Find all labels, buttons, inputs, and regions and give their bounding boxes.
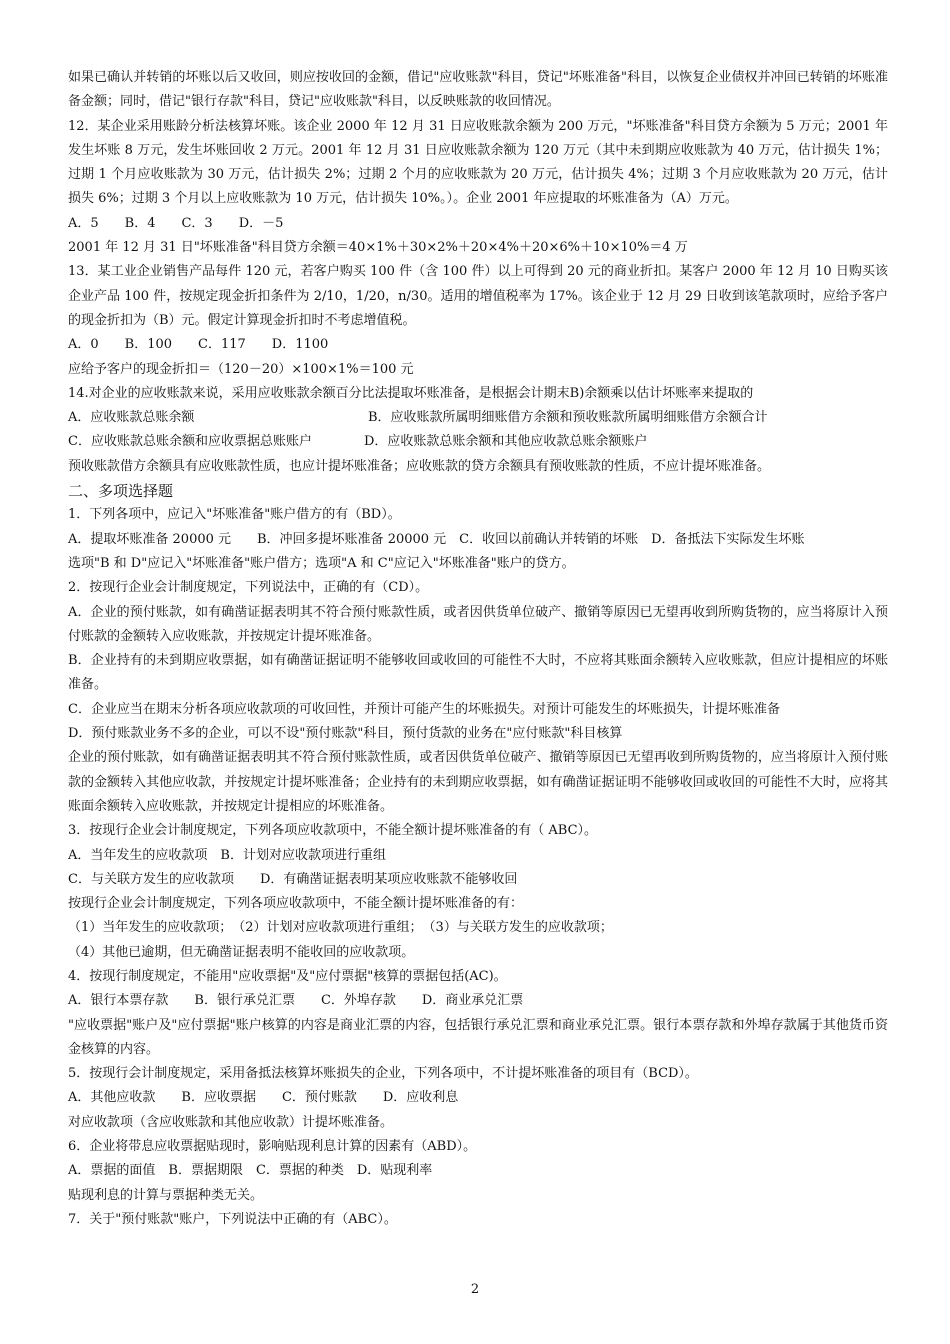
m4-question: 4．按现行制度规定，不能用"应收票据"及"应付票据"核算的票据包括(AC)。 [68, 968, 507, 984]
m6-options: A．票据的面值 B．票据期限 C．票据的种类 D．贴现利率 [68, 1163, 433, 1179]
q14-option-a: A．应收账款总账余额 [68, 410, 195, 426]
q14-option-d: D．应收账款总账余额和其他应收款总账余额账户 [364, 434, 648, 450]
q14-option-b: B．应收账款所属明细账借方余额和预收账款所属明细账借方余额合计 [368, 410, 768, 426]
intro-paragraph: 如果已确认并转销的坏账以后又收回，则应按收回的金额，借记"应收账款"科目，贷记"坏账准备"科目，以恢复企业债权并冲回已转销的坏账准备金额；同时，借记"银行存款"科目，贷记"应收账款"科目，以反映账款的收回情况。 [68, 70, 888, 110]
m3-explanation-intro: 按现行企业会计制度规定，下列各项应收款项中，不能全额计提坏账准备的有： [68, 896, 524, 912]
m3-explanation-item4: （4）其他已逾期，但无确凿证据表明不能收回的应收款项。 [68, 944, 415, 960]
q12-question: 12．某企业采用账龄分析法核算坏账。该企业 2000 年 12 月 31 日应收账款余额为 200 万元，"坏账准备"科目贷方余额为 5 万元；2001 年发生坏账 8 万元，发生坏账回收 2 万元。2001 年 12 月 31 日应收账款余额为 120 万元（其中未到期应收账款为 40 万元，估计损失 1%；过期 1 个月应收账款为 30 万元，估计损失 2%；过期 2 个月的应收账款为 20 万元，估计损失 4%；过期 3 个月应收账款为 20 万元，估计损失 6%；过期 3 个月以上应收账款为 10 万元，估计损失 10%。）。企业 2001 年应提取的坏账准备为（A）万元。 [68, 118, 888, 207]
m5-question: 5．按现行会计制度规定，采用备抵法核算坏账损失的企业，下列各项中，不计提坏账准备的项目有（BCD）。 [68, 1066, 698, 1082]
m3-options-ab: A．当年发生的应收款项 B．计划对应收款项进行重组 [68, 847, 386, 863]
m2-option-d: D．预付账款业务不多的企业，可以不设"预付账款"科目，预付货款的业务在"应付账款"科目核算 [68, 726, 623, 742]
m4-explanation: "应收票据"账户及"应付票据"账户核算的内容是商业汇票的内容，包括银行承兑汇票和商业承兑汇票。银行本票存款和外埠存款属于其他货币资金核算的内容。 [68, 1017, 888, 1057]
m1-explanation: 选项"B 和 D"应记入"坏账准备"账户借方；选项"A 和 C"应记入"坏账准备"账户的贷方。 [68, 555, 575, 571]
m6-explanation: 贴现利息的计算与票据种类无关。 [68, 1187, 264, 1203]
m2-option-c: C．企业应当在期末分析各项应收款项的可收回性，并预计可能产生的坏账损失。对预计可能发生的坏账损失，计提坏账准备 [68, 701, 780, 717]
q14-options-row-2 [68, 430, 888, 454]
document-body [68, 66, 888, 1232]
m6-question: 6．企业将带息应收票据贴现时，影响贴现利息计算的因素有（ABD）。 [68, 1139, 477, 1155]
m5-options: A．其他应收款 B．应收票据 C．预付账款 D．应收利息 [68, 1090, 459, 1106]
q14-option-c: C．应收账款总账余额和应收票据总账账户 [68, 434, 312, 450]
m2-question: 2．按现行企业会计制度规定，下列说法中，正确的有（CD）。 [68, 580, 429, 596]
q14-options-row-1 [68, 406, 888, 430]
m5-explanation: 对应收款项（含应收账款和其他应收款）计提坏账准备。 [68, 1114, 394, 1130]
section-title: 二、多项选择题 [68, 482, 174, 501]
m1-options: A．提取坏账准备 20000 元 B．冲回多提坏账准备 20000 元 C．收回以前确认并转销的坏账 D．备抵法下实际发生坏账 [68, 531, 805, 547]
m2-explanation: 企业的预付账款，如有确凿证据表明其不符合预付账款性质，或者因供货单位破产、撤销等原因已无望再收到所购货物的，应当将原计入预付账款的金额转入其他应收款，并按规定计提坏账准备；企业持有的未到期应收票据，如有确凿证据证明不能够收回或收回的可能性不大时，应将其账面余额转入应收账款，并按规定计提相应的坏账准备。 [68, 750, 888, 814]
m3-explanation-items: （1）当年发生的应收款项； （2）计划对应收款项进行重组； （3）与关联方发生的应收款项； [68, 920, 613, 936]
q13-explanation: 应给予客户的现金折扣＝（120－20）×100×1%＝100 元 [68, 361, 414, 377]
m2-option-a: A．企业的预付账款，如有确凿证据表明其不符合预付账款性质，或者因供货单位破产、撤销等原因已无望再收到所购货物的，应当将原计入预付账款的金额转入应收账款，并按规定计提坏账准备。 [68, 604, 888, 644]
m3-question: 3．按现行企业会计制度规定，下列各项应收款项中，不能全额计提坏账准备的有（ ABC）。 [68, 823, 598, 839]
m7-question: 7．关于"预付账款"账户，下列说法中正确的有（ABC）。 [68, 1211, 397, 1227]
m2-option-b: B．企业持有的未到期应收票据，如有确凿证据证明不能够收回或收回的可能性不大时，不应将其账面余额转入应收账款，但应计提相应的坏账准备。 [68, 653, 888, 693]
page-number: 2 [470, 1282, 480, 1297]
q12-options: A．5 B．4 C．3 D．－5 [68, 215, 284, 231]
q13-question: 13．某工业企业销售产品每件 120 元，若客户购买 100 件（含 100 件）以上可得到 20 元的商业折扣。某客户 2000 年 12 月 10 日购买该企业产品 100 件，按规定现金折扣条件为 2/10，1/20，n/30。适用的增值税率为 17%。该企业于 12 月 29 日收到该笔款项时，应给予客户的现金折扣为（B）元。假定计算现金折扣时不考虑增值税。 [68, 264, 888, 328]
q12-explanation: 2001 年 12 月 31 日"坏账准备"科目贷方余额＝40×1%＋30×2%＋20×4%＋20×6%＋10×10%＝4 万 [68, 240, 688, 256]
m1-question: 1．下列各项中，应记入"坏账准备"账户借方的有（BD）。 [68, 507, 401, 523]
m3-options-cd: C．与关联方发生的应收款项 D．有确凿证据表明某项应收账款不能够收回 [68, 871, 518, 887]
q14-explanation: 预收账款借方余额具有应收账款性质，也应计提坏账准备；应收账款的贷方余额具有预收账款的性质，不应计提坏账准备。 [68, 458, 771, 474]
q14-question: 14.对企业的应收账款来说，采用应收账款余额百分比法提取坏账准备，是根据会计期末B)余额乘以估计坏账率来提取的 [68, 385, 754, 401]
q13-options: A．0 B．100 C．117 D．1100 [68, 337, 329, 353]
m4-options: A．银行本票存款 B．银行承兑汇票 C．外埠存款 D．商业承兑汇票 [68, 993, 524, 1009]
